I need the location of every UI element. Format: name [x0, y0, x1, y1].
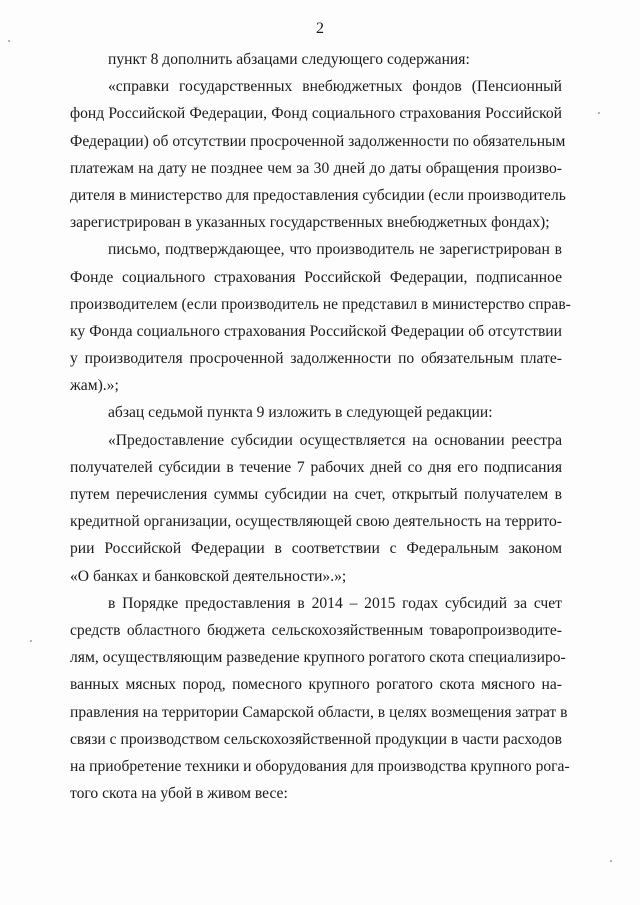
text-line: кредитной организации, осуществляющей свою деятельность на террито-: [70, 513, 562, 531]
text-line: пункт 8 дополнить абзацами следующего содержания:: [108, 51, 470, 68]
text-line: письмо, подтверждающее, что производитель не зарегистрирован в: [108, 241, 562, 259]
text-line: «справки государственных внебюджетных фондов (Пенсионный: [108, 78, 562, 96]
text-line: на приобретение техники и оборудования для производства крупного рога-: [70, 757, 570, 775]
text-line: жам).»;: [70, 377, 119, 395]
text-line: правления на территории Самарской области, в целях возмещения затрат в: [70, 703, 568, 721]
text-line: лям, осуществляющим разведение крупного рогатого скота специализиро-: [70, 649, 566, 667]
text-line: фонд Российской Федерации, Фонд социального страхования Российской: [70, 105, 562, 123]
text-line: у производителя просроченной задолженности по обязательным плате-: [70, 350, 562, 368]
text-line: Федерации) об отсутствии просроченной задолженности по обязательным: [70, 132, 566, 150]
text-line: путем перечисления суммы субсидии на счет, открытый получателем в: [70, 486, 562, 503]
scan-speck: [598, 112, 600, 114]
text-line: связи с производством сельскохозяйственной продукции в части расходов: [70, 730, 562, 748]
text-line: ванных мясных пород, помесного крупного рогатого скота мясного на-: [70, 676, 562, 694]
text-line: абзац седьмой пункта 9 изложить в следующей редакции:: [108, 404, 493, 422]
text-line: того скота на убой в живом весе:: [70, 785, 288, 803]
scan-speck: [8, 40, 10, 42]
text-line: «Предоставление субсидии осуществляется на основании реестра: [108, 431, 562, 449]
text-line: средств областного бюджета сельскохозяйственным товаропроизводите-: [70, 621, 562, 639]
text-line: в Порядке предоставления в 2014 – 2015 годах субсидий за счет: [108, 594, 562, 612]
text-line: рии Российской Федерации в соответствии с Федеральным законом: [70, 540, 562, 558]
text-line: дителя в министерство для предоставления субсидии (если производитель: [70, 186, 566, 204]
document-body: [70, 46, 571, 807]
text-line: «О банках и банковской деятельности».»;: [70, 567, 347, 585]
scan-speck: [30, 640, 32, 642]
scan-speck: [610, 860, 612, 862]
text-line: производителем (если производитель не представил в министерство справ-: [70, 295, 571, 313]
text-line: Фонде социального страхования Российской Федерации, подписанное: [70, 268, 562, 286]
text-line: платежам на дату не позднее чем за 30 дней до даты обращения произво-: [70, 159, 562, 177]
text-line: получателей субсидии в течение 7 рабочих дней со дня его подписания: [70, 458, 562, 476]
text-line: ку Фонда социального страхования Российской Федерации об отсутствии: [70, 322, 562, 340]
text-line: зарегистрирован в указанных государственных внебюджетных фондах);: [70, 214, 550, 232]
page-number: 2: [316, 20, 324, 37]
